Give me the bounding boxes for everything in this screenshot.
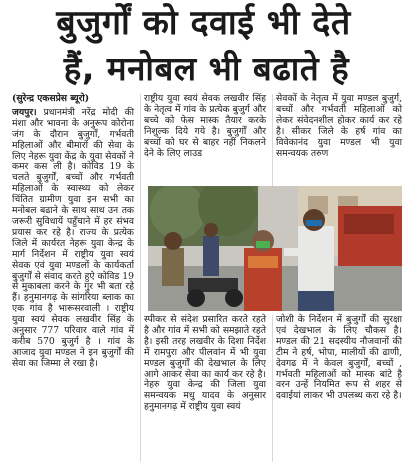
article-column-2-top: राष्ट्रीय युवा स्वयं सेवक लखवीर सिंह के नेतृत्व में गांव के प्रत्येक बुजुर्ग और बच्चे को फेस मास्क तैयार करके निशुल्क दिये गये है। बुजुर्गों और बच्चों को घर से बाहर नहीं निकलने देने के लिए लाउड <box>144 93 266 159</box>
column-1-text: प्रधानमंत्री नरेंद्र मोदी की मंशा और भावना के अनुरूप कोरोना जंग के दौरान बुजुर्गों, गर्भवती महिलाओं और बीमारों की सेवा के लिए नेहरू युवा केंद्र के युवा सेवकों ने कमर कस ली है। कोविड 19 के चलते बुजुर्गों, बच्चों और गर्भवती महिलाओं के स्वास्थ्य को लेकर चिंतित ग्रामीण युवा इन सभी का मनोबल बढाने के साथ साथ उन तक जरूरी सुविधायें पहुँचाने में हर संभव प्रयास कर रहे है। राज्य के प्रत्येक जिले में कार्यरत नेहरू युवा केन्द्र के मार्ग निर्देशन में राष्ट्रीय युवा स्वयं सेवक एवं युवा मण्डलों के कार्यकर्ता बुजुर्गों से संवाद करते हुऐ कोविड 19 से मुकाबला करने के गुर भी बता रहे हैं। हनुमानगढ़ के सांगरिया ब्लाक का एक गांव है भारूसरवाली । राष्ट्रीय युवा स्वयं सेवक लखवीर सिंह के अनुसार 777 परिवार वाले गांव में करीब 570 बुजुर्ग है । गांव के आजाद युवा मण्डल ने इन बुजुर्गों की सेवा का जिम्मा ले रखा है। <box>12 106 134 369</box>
article-column-1 <box>12 94 134 370</box>
article-column-2-bottom: स्पीकर से संदेश प्रसारित करते रहते है और गांव में सभी को समझाते रहते है। इसी तरह लखवीर के दिशा निर्देश में रामपुरा और पीलवांन में भी युवा मण्डल बुजुर्गों की देखभाल के लिए आगे आकर सेवा का कार्य कर रहे है। नेहरु युवा केन्द्र की जिला युवा समन्वयक मधु यादव के अनुसार हनुमानगढ़ में राष्ट्रीय युवा स्वयं <box>144 314 266 413</box>
article-column-3-bottom: जोशी के निर्देशन में बुजुर्गों की सुरक्षा एवं देखभाल के लिए चौकस है। मण्डल की 21 सदस्यीय नौजवानों की टीम ने हर्ष, भोपा, मालीयों की ढाणी, देवगढ में ने केवल बुजुर्गों, बच्चों , गर्भवती महिलाओं को मास्क बांटे है वरन उन्हें नियमित रूप से शहर से दवाईयां लाकर भी उपलब्ध करा रहे है। <box>276 314 402 402</box>
dateline: जयपुर। <box>12 106 37 118</box>
article-body <box>12 94 402 462</box>
column-divider <box>140 94 141 462</box>
article-column-3-top: सेवकों के नेतृत्व में युवा मण्डल बुजुर्ग, बच्चों और गर्भवती महिलाओं को लेकर संवेदनशील होकर कार्य कर रहे है। सीकर जिले के हर्ष गांव का विवेकानंद युवा मण्डल भी युवा समन्वयक तरुण <box>276 93 402 159</box>
headline <box>4 0 409 92</box>
news-photo-illustration <box>148 186 402 311</box>
column-divider <box>272 315 273 462</box>
headline-line-2: हैं, मनोबल भी बढाते है <box>63 49 350 88</box>
column-divider <box>272 94 273 186</box>
byline: (सुरेन्द्र एकसप्रेस ब्यूरो) <box>12 93 90 104</box>
news-photo <box>148 186 402 311</box>
headline-line-1: बुजुर्गों को दवाई भी देते <box>56 3 351 43</box>
